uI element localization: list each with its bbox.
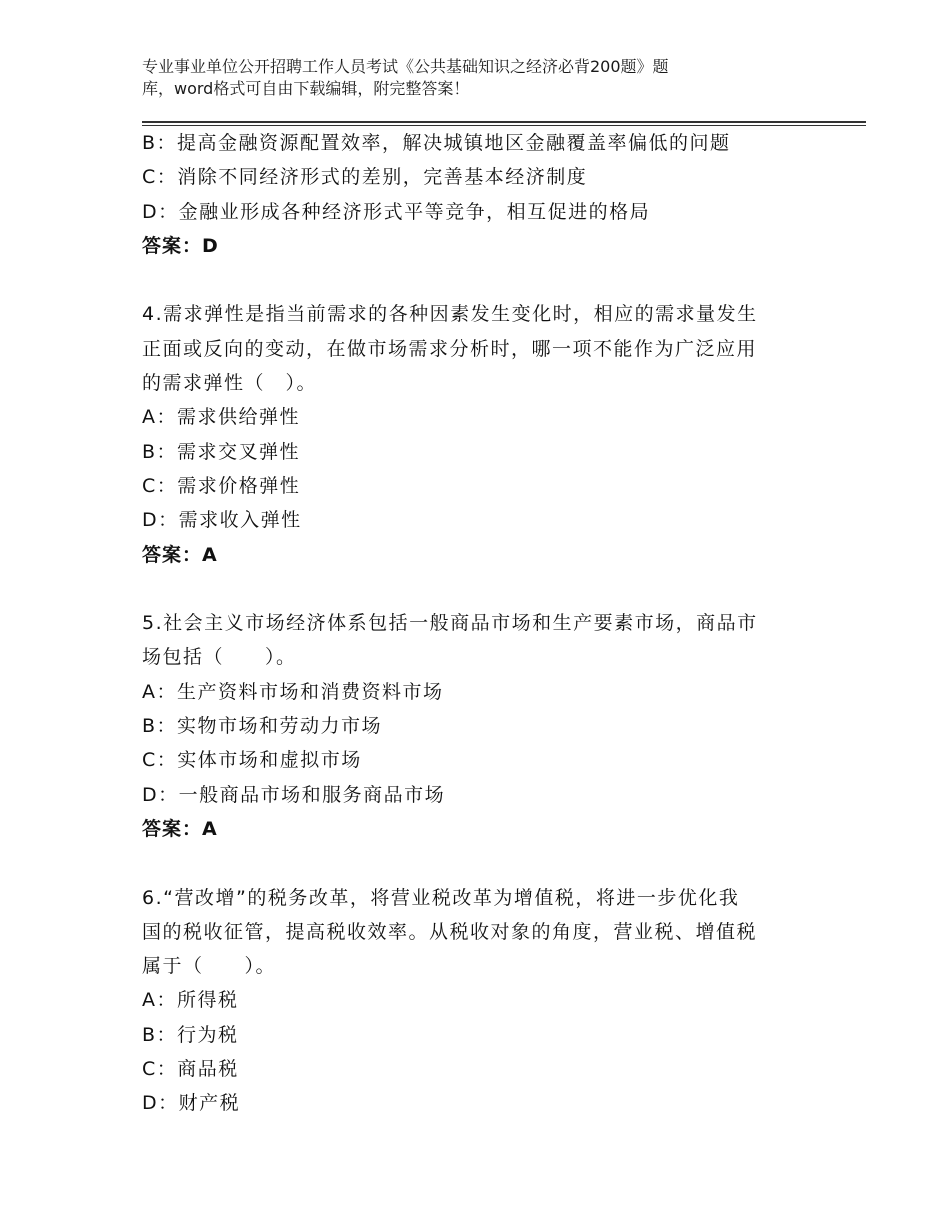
option-c: C：商品税 <box>142 1058 239 1081</box>
option-a: A：所得税 <box>142 989 239 1012</box>
question-4 <box>142 297 822 571</box>
option-b: B：需求交叉弹性 <box>142 440 301 463</box>
question-stem-line: 4.需求弹性是指当前需求的各种因素发生变化时，相应的需求量发生 <box>142 303 758 326</box>
answer-label: 答案：A <box>142 543 218 566</box>
question-6 <box>142 881 822 1121</box>
question-stem-line: 属于（ ）。 <box>142 955 277 978</box>
option-a: A：需求供给弹性 <box>142 406 300 429</box>
question-5 <box>142 606 822 846</box>
answer-label: 答案：D <box>142 234 219 257</box>
spacer <box>142 846 822 880</box>
option-b: B：实物市场和劳动力市场 <box>142 715 383 738</box>
option-c: C：需求价格弹性 <box>142 474 301 497</box>
question-stem-line: 的需求弹性（ ）。 <box>142 372 318 395</box>
spacer <box>142 263 822 297</box>
option-b: B：提高金融资源配置效率，解决城镇地区金融覆盖率偏低的问题 <box>142 132 731 154</box>
option-d: D：金融业形成各种经济形式平等竞争，相互促进的格局 <box>142 200 651 223</box>
page-header <box>142 56 782 100</box>
option-d: D：需求收入弹性 <box>142 509 302 532</box>
option-b: B：行为税 <box>142 1023 239 1046</box>
spacer <box>142 572 822 606</box>
option-d: D：财产税 <box>142 1092 241 1115</box>
option-c: C：消除不同经济形式的差别，完善基本经济制度 <box>142 166 588 189</box>
answer-label: 答案：A <box>142 817 218 840</box>
question-3-continued <box>142 126 822 263</box>
option-c: C：实体市场和虚拟市场 <box>142 749 362 772</box>
question-stem-line: 场包括（ ）。 <box>142 646 297 669</box>
header-rule-thick <box>142 121 866 123</box>
question-stem-line: 5.社会主义市场经济体系包括一般商品市场和生产要素市场，商品市 <box>142 612 758 635</box>
question-stem-line: 正面或反向的变动，在做市场需求分析时，哪一项不能作为广泛应用 <box>142 337 758 360</box>
question-stem-line: 国的税收征管，提高税收效率。从税收对象的角度，营业税、增值税 <box>142 920 758 943</box>
header-title-line-2: 库，word格式可自由下载编辑，附完整答案！ <box>142 79 470 98</box>
question-stem-line: 6.“营改增”的税务改革，将营业税改革为增值税，将进一步优化我 <box>142 886 740 909</box>
document-body <box>142 126 822 1121</box>
header-title-line-1: 专业事业单位公开招聘工作人员考试《公共基础知识之经济必背200题》题 <box>142 57 669 76</box>
option-d: D：一般商品市场和服务商品市场 <box>142 783 446 806</box>
option-a: A：生产资料市场和消费资料市场 <box>142 680 444 703</box>
